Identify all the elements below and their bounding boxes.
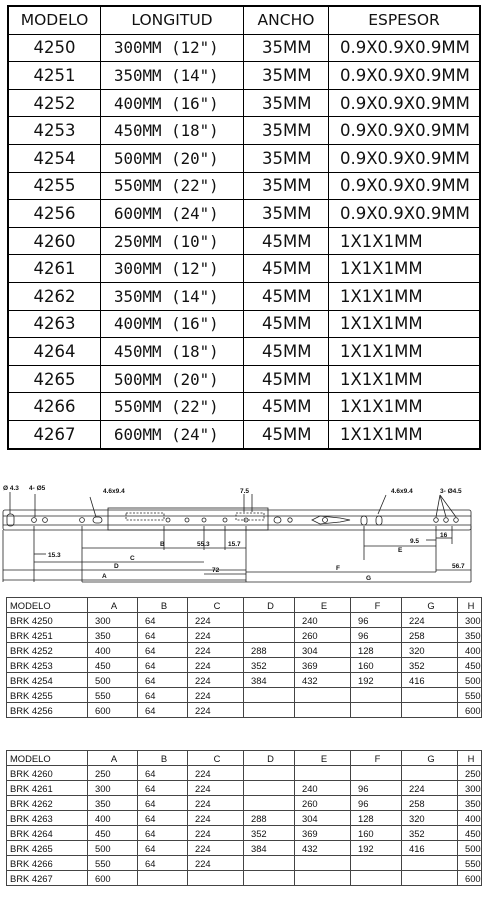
cell-value: 224 bbox=[188, 781, 244, 796]
cell-espesor: 1X1X1MM bbox=[329, 365, 481, 393]
cell-modelo: BRK 4262 bbox=[7, 796, 88, 811]
cell-value: 300 bbox=[88, 781, 138, 796]
cell-value: 432 bbox=[295, 673, 351, 688]
cell-value: 250 bbox=[458, 766, 482, 781]
cell-value: 500 bbox=[458, 841, 482, 856]
dimension-table-45 bbox=[6, 750, 482, 886]
cell-longitud: 400MM (16") bbox=[101, 89, 244, 117]
cell-value bbox=[351, 871, 402, 886]
cell-modelo: BRK 4253 bbox=[7, 658, 88, 673]
cell-value bbox=[295, 766, 351, 781]
cell-value bbox=[402, 856, 458, 871]
col-header-modelo: MODELO bbox=[7, 598, 88, 613]
cell-value: 550 bbox=[458, 688, 482, 703]
cell-longitud: 400MM (16") bbox=[101, 310, 244, 338]
cell-modelo: BRK 4265 bbox=[7, 841, 88, 856]
table-row bbox=[8, 89, 480, 117]
table-row bbox=[8, 34, 480, 62]
cell-value: 450 bbox=[88, 658, 138, 673]
table-row bbox=[8, 338, 480, 366]
cell-value: 192 bbox=[351, 673, 402, 688]
cell-value: 64 bbox=[138, 658, 188, 673]
cell-value: 416 bbox=[402, 673, 458, 688]
cell-value bbox=[295, 688, 351, 703]
cell-value: 240 bbox=[295, 613, 351, 628]
cell-modelo: BRK 4267 bbox=[7, 871, 88, 886]
cell-espesor: 1X1X1MM bbox=[329, 227, 481, 255]
table-row bbox=[7, 766, 482, 781]
col-header-h: H bbox=[458, 598, 482, 613]
cell-value: 96 bbox=[351, 796, 402, 811]
cell-espesor: 1X1X1MM bbox=[329, 393, 481, 421]
cell-value bbox=[244, 781, 295, 796]
cell-value bbox=[244, 871, 295, 886]
cell-ancho: 35MM bbox=[244, 34, 329, 62]
cell-value: 224 bbox=[188, 826, 244, 841]
table-row bbox=[7, 658, 482, 673]
dimension-table-35 bbox=[6, 597, 482, 718]
cell-value: 550 bbox=[458, 856, 482, 871]
cell-longitud: 450MM (18") bbox=[101, 338, 244, 366]
cell-value bbox=[244, 628, 295, 643]
cell-value: 260 bbox=[295, 796, 351, 811]
cell-modelo: 4267 bbox=[8, 420, 101, 448]
cell-modelo: 4255 bbox=[8, 172, 101, 200]
cell-value bbox=[244, 856, 295, 871]
cell-espesor: 1X1X1MM bbox=[329, 420, 481, 448]
table-row bbox=[8, 172, 480, 200]
cell-espesor: 0.9X0.9X0.9MM bbox=[329, 117, 481, 145]
cell-value: 384 bbox=[244, 673, 295, 688]
cell-value bbox=[188, 871, 244, 886]
cell-modelo: BRK 4250 bbox=[7, 613, 88, 628]
cell-value: 64 bbox=[138, 643, 188, 658]
cell-ancho: 45MM bbox=[244, 255, 329, 283]
table-row bbox=[8, 393, 480, 421]
cell-modelo: BRK 4260 bbox=[7, 766, 88, 781]
cell-value bbox=[138, 871, 188, 886]
col-header-e: E bbox=[295, 751, 351, 766]
cell-value: 304 bbox=[295, 643, 351, 658]
col-header-a: A bbox=[88, 598, 138, 613]
cell-modelo: BRK 4255 bbox=[7, 688, 88, 703]
cell-value: 64 bbox=[138, 628, 188, 643]
cell-value: 352 bbox=[402, 658, 458, 673]
cell-value: 64 bbox=[138, 781, 188, 796]
cell-value: 64 bbox=[138, 766, 188, 781]
col-header-c: C bbox=[188, 598, 244, 613]
cell-modelo: 4265 bbox=[8, 365, 101, 393]
cell-value: 258 bbox=[402, 628, 458, 643]
cell-value: 416 bbox=[402, 841, 458, 856]
cell-value: 352 bbox=[244, 826, 295, 841]
cell-value: 600 bbox=[88, 871, 138, 886]
cell-value: 224 bbox=[402, 613, 458, 628]
cell-modelo: 4260 bbox=[8, 227, 101, 255]
cell-modelo: 4253 bbox=[8, 117, 101, 145]
cell-value: 224 bbox=[188, 703, 244, 718]
cell-value: 64 bbox=[138, 811, 188, 826]
cell-value bbox=[295, 856, 351, 871]
cell-value: 64 bbox=[138, 796, 188, 811]
cell-value: 400 bbox=[458, 811, 482, 826]
col-header-f: F bbox=[351, 598, 402, 613]
cell-modelo: BRK 4252 bbox=[7, 643, 88, 658]
cell-espesor: 0.9X0.9X0.9MM bbox=[329, 172, 481, 200]
dim-hole-dia-43: Ø 4.3 bbox=[3, 485, 19, 492]
col-header-g: G bbox=[402, 751, 458, 766]
cell-value: 300 bbox=[458, 781, 482, 796]
cell-longitud: 600MM (24") bbox=[101, 200, 244, 228]
cell-modelo: 4254 bbox=[8, 144, 101, 172]
table-row bbox=[7, 796, 482, 811]
cell-value: 320 bbox=[402, 811, 458, 826]
cell-value bbox=[402, 703, 458, 718]
cell-modelo: 4266 bbox=[8, 393, 101, 421]
cell-value: 64 bbox=[138, 826, 188, 841]
cell-modelo: 4263 bbox=[8, 310, 101, 338]
dim-567: 56.7 bbox=[452, 563, 465, 570]
cell-modelo: BRK 4263 bbox=[7, 811, 88, 826]
cell-espesor: 0.9X0.9X0.9MM bbox=[329, 89, 481, 117]
cell-espesor: 1X1X1MM bbox=[329, 255, 481, 283]
cell-value: 550 bbox=[88, 688, 138, 703]
col-header-longitud: LONGITUD bbox=[101, 6, 244, 34]
dim-95: 9.5 bbox=[410, 538, 420, 545]
cell-value: 450 bbox=[88, 826, 138, 841]
cell-espesor: 0.9X0.9X0.9MM bbox=[329, 144, 481, 172]
cell-value: 258 bbox=[402, 796, 458, 811]
table-row bbox=[7, 811, 482, 826]
cell-value: 304 bbox=[295, 811, 351, 826]
cell-value: 288 bbox=[244, 811, 295, 826]
table-row bbox=[8, 117, 480, 145]
cell-value: 224 bbox=[188, 856, 244, 871]
table-row bbox=[7, 856, 482, 871]
dim-slot-right: 4.6x9.4 bbox=[391, 488, 413, 495]
cell-value bbox=[244, 613, 295, 628]
cell-espesor: 1X1X1MM bbox=[329, 282, 481, 310]
dim-G: G bbox=[366, 575, 372, 582]
dimension-table-header-row bbox=[7, 598, 482, 613]
cell-value bbox=[402, 871, 458, 886]
cell-value bbox=[244, 688, 295, 703]
cell-value bbox=[351, 688, 402, 703]
table-row bbox=[7, 688, 482, 703]
spec-table-header-row bbox=[8, 6, 480, 34]
table-row bbox=[8, 420, 480, 448]
cell-value: 224 bbox=[188, 796, 244, 811]
cell-ancho: 35MM bbox=[244, 200, 329, 228]
cell-value: 64 bbox=[138, 856, 188, 871]
cell-value bbox=[295, 871, 351, 886]
cell-espesor: 0.9X0.9X0.9MM bbox=[329, 62, 481, 90]
cell-longitud: 500MM (20") bbox=[101, 365, 244, 393]
cell-espesor: 0.9X0.9X0.9MM bbox=[329, 200, 481, 228]
cell-longitud: 300MM (12") bbox=[101, 34, 244, 62]
cell-value: 350 bbox=[458, 628, 482, 643]
cell-espesor: 1X1X1MM bbox=[329, 338, 481, 366]
table-row bbox=[8, 255, 480, 283]
dim-slot-left: 4.6x9.4 bbox=[103, 488, 125, 495]
cell-espesor: 1X1X1MM bbox=[329, 310, 481, 338]
cell-value: 128 bbox=[351, 811, 402, 826]
dim-hole-dia-45: 3- Ø4.5 bbox=[440, 488, 462, 495]
cell-modelo: 4262 bbox=[8, 282, 101, 310]
col-header-espesor: ESPESOR bbox=[329, 6, 481, 34]
cell-value: 224 bbox=[188, 658, 244, 673]
table-row bbox=[8, 62, 480, 90]
cell-modelo: 4264 bbox=[8, 338, 101, 366]
cell-value: 240 bbox=[295, 781, 351, 796]
col-header-h: H bbox=[458, 751, 482, 766]
table-row bbox=[7, 826, 482, 841]
cell-value: 96 bbox=[351, 781, 402, 796]
cell-value: 352 bbox=[244, 658, 295, 673]
cell-value bbox=[402, 766, 458, 781]
dimension-table-header-row bbox=[7, 751, 482, 766]
cell-modelo: BRK 4251 bbox=[7, 628, 88, 643]
dim-553: 55.3 bbox=[197, 541, 210, 548]
cell-value: 384 bbox=[244, 841, 295, 856]
cell-value: 369 bbox=[295, 826, 351, 841]
dim-16: 16 bbox=[440, 532, 448, 539]
cell-ancho: 35MM bbox=[244, 144, 329, 172]
cell-value: 64 bbox=[138, 841, 188, 856]
cell-value: 192 bbox=[351, 841, 402, 856]
cell-value: 224 bbox=[402, 781, 458, 796]
table-row bbox=[7, 673, 482, 688]
cell-value bbox=[244, 703, 295, 718]
cell-value: 500 bbox=[88, 673, 138, 688]
col-header-ancho: ANCHO bbox=[244, 6, 329, 34]
cell-modelo: BRK 4266 bbox=[7, 856, 88, 871]
cell-value: 352 bbox=[402, 826, 458, 841]
cell-value: 224 bbox=[188, 766, 244, 781]
cell-value: 350 bbox=[88, 796, 138, 811]
table-row bbox=[8, 144, 480, 172]
cell-value bbox=[244, 766, 295, 781]
cell-longitud: 600MM (24") bbox=[101, 420, 244, 448]
cell-value: 600 bbox=[458, 871, 482, 886]
cell-longitud: 350MM (14") bbox=[101, 282, 244, 310]
dim-72: 72 bbox=[212, 567, 220, 574]
cell-value: 400 bbox=[88, 643, 138, 658]
dim-C: C bbox=[130, 555, 135, 562]
col-header-a: A bbox=[88, 751, 138, 766]
cell-value: 64 bbox=[138, 613, 188, 628]
dim-E: E bbox=[398, 547, 403, 554]
col-header-d: D bbox=[244, 598, 295, 613]
cell-modelo: 4250 bbox=[8, 34, 101, 62]
cell-value: 64 bbox=[138, 688, 188, 703]
cell-ancho: 45MM bbox=[244, 393, 329, 421]
cell-value bbox=[351, 856, 402, 871]
cell-value bbox=[295, 703, 351, 718]
cell-ancho: 45MM bbox=[244, 227, 329, 255]
cell-value: 160 bbox=[351, 658, 402, 673]
dim-153: 15.3 bbox=[48, 552, 61, 559]
table-row bbox=[8, 282, 480, 310]
cell-ancho: 35MM bbox=[244, 62, 329, 90]
cell-longitud: 300MM (12") bbox=[101, 255, 244, 283]
col-header-g: G bbox=[402, 598, 458, 613]
col-header-b: B bbox=[138, 598, 188, 613]
cell-value: 224 bbox=[188, 673, 244, 688]
cell-value: 369 bbox=[295, 658, 351, 673]
cell-ancho: 35MM bbox=[244, 117, 329, 145]
cell-ancho: 45MM bbox=[244, 310, 329, 338]
cell-modelo: BRK 4261 bbox=[7, 781, 88, 796]
cell-value: 224 bbox=[188, 613, 244, 628]
cell-value: 450 bbox=[458, 826, 482, 841]
cell-value: 350 bbox=[458, 796, 482, 811]
cell-ancho: 45MM bbox=[244, 338, 329, 366]
table-row bbox=[8, 200, 480, 228]
cell-value bbox=[402, 688, 458, 703]
cell-value: 600 bbox=[458, 703, 482, 718]
cell-longitud: 550MM (22") bbox=[101, 172, 244, 200]
cell-modelo: BRK 4254 bbox=[7, 673, 88, 688]
cell-espesor: 0.9X0.9X0.9MM bbox=[329, 34, 481, 62]
slide-technical-drawing bbox=[0, 478, 488, 588]
cell-value: 224 bbox=[188, 688, 244, 703]
cell-value: 224 bbox=[188, 811, 244, 826]
cell-value: 400 bbox=[88, 811, 138, 826]
cell-value: 64 bbox=[138, 673, 188, 688]
cell-modelo: 4261 bbox=[8, 255, 101, 283]
cell-value: 550 bbox=[88, 856, 138, 871]
table-row bbox=[7, 628, 482, 643]
cell-value: 450 bbox=[458, 658, 482, 673]
cell-modelo: BRK 4264 bbox=[7, 826, 88, 841]
table-row bbox=[7, 841, 482, 856]
cell-ancho: 35MM bbox=[244, 89, 329, 117]
dim-D: D bbox=[114, 563, 119, 570]
cell-value: 432 bbox=[295, 841, 351, 856]
cell-ancho: 35MM bbox=[244, 172, 329, 200]
cell-value: 300 bbox=[88, 613, 138, 628]
table-row bbox=[7, 643, 482, 658]
cell-value: 224 bbox=[188, 841, 244, 856]
cell-longitud: 550MM (22") bbox=[101, 393, 244, 421]
cell-value: 160 bbox=[351, 826, 402, 841]
cell-longitud: 450MM (18") bbox=[101, 117, 244, 145]
col-header-modelo: MODELO bbox=[7, 751, 88, 766]
col-header-modelo: MODELO bbox=[8, 6, 101, 34]
table-row bbox=[7, 871, 482, 886]
cell-value: 224 bbox=[188, 628, 244, 643]
col-header-c: C bbox=[188, 751, 244, 766]
cell-longitud: 500MM (20") bbox=[101, 144, 244, 172]
cell-modelo: 4252 bbox=[8, 89, 101, 117]
cell-value: 96 bbox=[351, 628, 402, 643]
cell-value: 400 bbox=[458, 643, 482, 658]
table-row bbox=[8, 310, 480, 338]
cell-ancho: 45MM bbox=[244, 420, 329, 448]
col-header-b: B bbox=[138, 751, 188, 766]
dim-75: 7.5 bbox=[240, 488, 250, 495]
cell-value: 500 bbox=[88, 841, 138, 856]
cell-value: 128 bbox=[351, 643, 402, 658]
spec-table bbox=[7, 5, 481, 450]
dim-157: 15.7 bbox=[228, 541, 241, 548]
table-row bbox=[7, 613, 482, 628]
cell-value: 224 bbox=[188, 643, 244, 658]
cell-value: 350 bbox=[88, 628, 138, 643]
cell-value: 300 bbox=[458, 613, 482, 628]
cell-value: 320 bbox=[402, 643, 458, 658]
col-header-f: F bbox=[351, 751, 402, 766]
table-row bbox=[8, 227, 480, 255]
col-header-e: E bbox=[295, 598, 351, 613]
cell-value bbox=[351, 703, 402, 718]
col-header-d: D bbox=[244, 751, 295, 766]
table-row bbox=[8, 365, 480, 393]
cell-modelo: 4256 bbox=[8, 200, 101, 228]
dim-hole-dia-5: 4- Ø5 bbox=[29, 485, 46, 492]
cell-modelo: BRK 4256 bbox=[7, 703, 88, 718]
cell-value: 260 bbox=[295, 628, 351, 643]
cell-value: 600 bbox=[88, 703, 138, 718]
cell-value: 288 bbox=[244, 643, 295, 658]
table-row bbox=[7, 781, 482, 796]
cell-longitud: 250MM (10") bbox=[101, 227, 244, 255]
dim-F: F bbox=[336, 565, 340, 572]
cell-value: 96 bbox=[351, 613, 402, 628]
cell-value bbox=[244, 796, 295, 811]
dim-A: A bbox=[102, 573, 107, 580]
cell-value: 250 bbox=[88, 766, 138, 781]
cell-value: 500 bbox=[458, 673, 482, 688]
table-row bbox=[7, 703, 482, 718]
cell-ancho: 45MM bbox=[244, 282, 329, 310]
cell-value: 64 bbox=[138, 703, 188, 718]
cell-longitud: 350MM (14") bbox=[101, 62, 244, 90]
cell-ancho: 45MM bbox=[244, 365, 329, 393]
dim-B: B bbox=[160, 541, 165, 548]
cell-value bbox=[351, 766, 402, 781]
cell-modelo: 4251 bbox=[8, 62, 101, 90]
